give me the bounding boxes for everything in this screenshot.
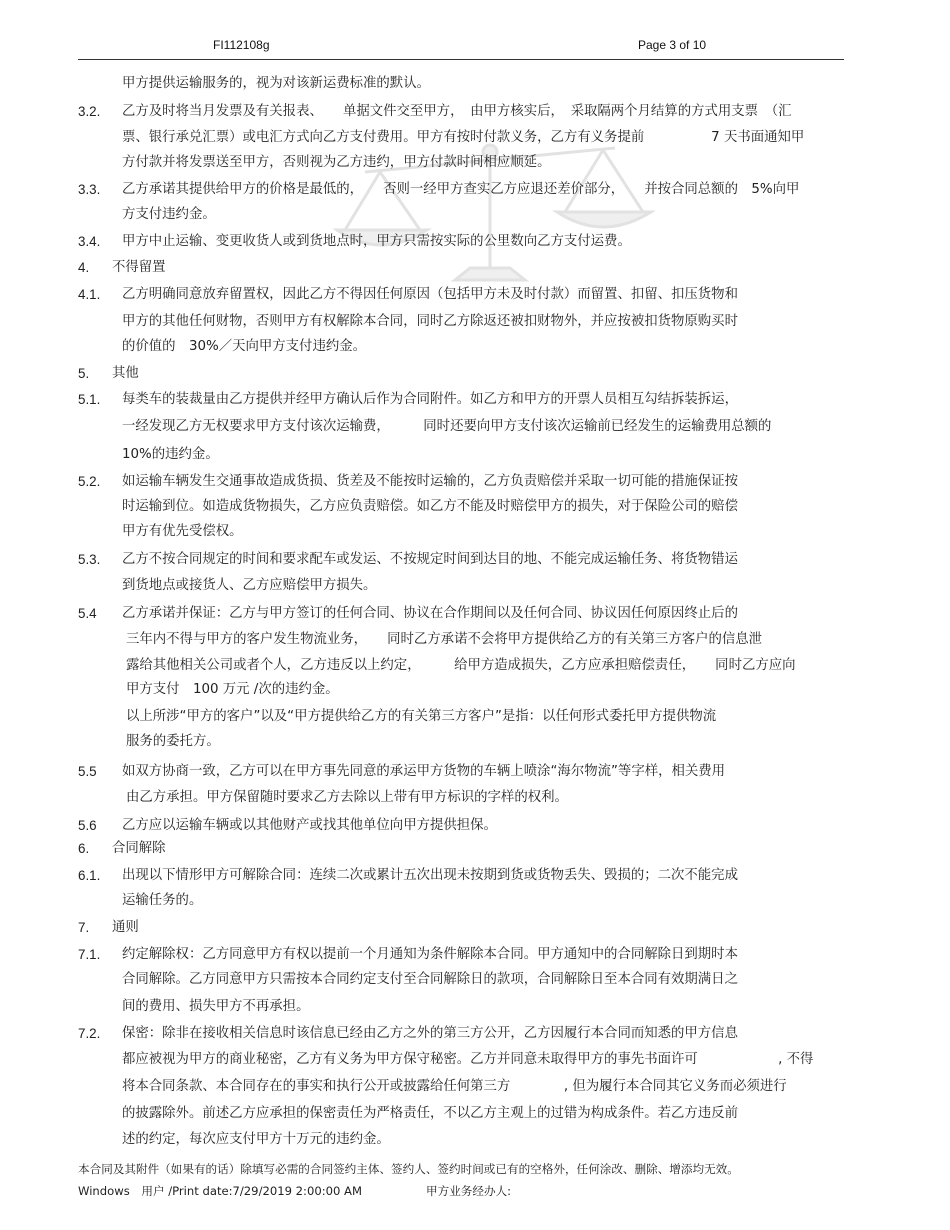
clause-text: 甲方的其他任何财物，否则甲方有权解除本合同，同时乙方除返还被扣财物外，并应按被扣货物原购买时 bbox=[122, 314, 738, 329]
clause-number: 7.1. bbox=[78, 947, 101, 962]
clause-text: 以上所涉“甲方的客户”以及“甲方提供给乙方的有关第三方客户”是指：以任何形式委托甲方提供物流 bbox=[126, 709, 717, 724]
clause-text: 不得留置 bbox=[112, 260, 166, 275]
clause-text: 合同解除 bbox=[112, 841, 166, 856]
clause-number: 5.4 bbox=[78, 606, 97, 621]
clause-text: 乙方应以运输车辆或以其他财产或找其他单位向甲方提供担保。 bbox=[122, 818, 497, 833]
clause-number: 5.2. bbox=[78, 474, 101, 489]
clause-text: 10%的违约金。 bbox=[122, 447, 219, 462]
clause-text: 将本合同条款、本合同存在的事实和执行公开或披露给任何第三方 , 但为履行本合同其它义务而必须进行 bbox=[122, 1079, 787, 1094]
clause-text: 乙方明确同意放弃留置权，因此乙方不得因任何原因（包括甲方未及时付款）而留置、扣留、扣压货物和 bbox=[122, 287, 738, 302]
clause-text: 票、银行承兑汇票）或电汇方式向乙方支付费用。甲方有按时付款义务，乙方有义务提前 7 天书面通知甲 bbox=[122, 130, 805, 145]
clause-text: 甲方有优先受偿权。 bbox=[122, 524, 243, 539]
page-number: Page 3 of 10 bbox=[638, 38, 707, 52]
clause-text: 方支付违约金。 bbox=[122, 207, 216, 222]
clause-text: 述的约定，每次应支付甲方十万元的违约金。 bbox=[122, 1132, 390, 1147]
clause-number: 3.4. bbox=[78, 234, 101, 249]
clause-text: 由乙方承担。甲方保留随时要求乙方去除以上带有甲方标识的字样的权利。 bbox=[126, 790, 568, 805]
clause-text: 时运输到位。如造成货物损失，乙方应负责赔偿。如乙方不能及时赔偿甲方的损失，对于保险公司的赔偿 bbox=[122, 499, 738, 514]
clause-text: 其他 bbox=[112, 366, 139, 381]
clause-number: 5.1. bbox=[78, 392, 101, 407]
clause-number: 6.1. bbox=[78, 868, 101, 883]
clause-text: 约定解除权：乙方同意甲方有权以提前一个月通知为条件解除本合同。甲方通知中的合同解除日到期时本 bbox=[122, 947, 738, 962]
clause-text: 运输任务的。 bbox=[122, 893, 203, 908]
clause-text: 服务的委托方。 bbox=[126, 734, 220, 749]
clause-number: 5. bbox=[78, 366, 90, 381]
clause-number: 7.2. bbox=[78, 1026, 101, 1041]
clause-text: 乙方及时将当月发票及有关报表、 单据文件交至甲方， 由甲方核实后， 采取隔两个月结算的方式用支票 （汇 bbox=[122, 104, 792, 119]
clause-text: 出现以下情形甲方可解除合同：连续二次或累计五次出现未按期到货或货物丢失、毁损的；二次不能完成 bbox=[122, 868, 738, 883]
clause-text: 间的费用、损失甲方不再承担。 bbox=[122, 999, 310, 1014]
clause-text: 到货地点或接货人、乙方应赔偿甲方损失。 bbox=[122, 578, 377, 593]
document-id: FI112108g bbox=[213, 38, 270, 52]
clause-number: 3.2. bbox=[78, 104, 101, 119]
clause-text: 通则 bbox=[112, 920, 139, 935]
clause-number: 6. bbox=[78, 841, 90, 856]
clause-text: 如运输车辆发生交通事故造成货损、货差及不能按时运输的，乙方负责赔偿并采取一切可能的措施保证按 bbox=[122, 474, 738, 489]
clause-text: 方付款并将发票送至甲方，否则视为乙方违约，甲方付款时间相应顺延。 bbox=[122, 155, 551, 170]
clause-text: 每类车的装裁量由乙方提供并经甲方确认后作为合同附件。如乙方和甲方的开票人员相互勾结拆装拆运， bbox=[122, 392, 738, 407]
clause-number: 3.3. bbox=[78, 182, 101, 197]
clause-text: 如双方协商一致，乙方可以在甲方事先同意的承运甲方货物的车辆上喷涂“海尔物流”等字样，相关费用 bbox=[122, 764, 726, 779]
clause-number: 7. bbox=[78, 920, 90, 935]
agent-label: 甲方业务经办人: bbox=[426, 1184, 512, 1198]
clause-text: 三年内不得与甲方的客户发生物流业务， 同时乙方承诺不会将甲方提供给乙方的有关第三方客户的信息泄 bbox=[126, 632, 763, 647]
clause-number: 5.3. bbox=[78, 552, 101, 567]
clause-text: 乙方承诺并保证：乙方与甲方签订的任何合同、协议在合作期间以及任何合同、协议因任何原因终止后的 bbox=[122, 606, 738, 621]
clause-text: 甲方中止运输、变更收货人或到货地点时，甲方只需按实际的公里数向乙方支付运费。 bbox=[122, 234, 631, 249]
clause-number: 5.5 bbox=[78, 764, 97, 779]
clause-text: 乙方不按合同规定的时间和要求配车或发运、不按规定时间到达目的地、不能完成运输任务、将货物错运 bbox=[122, 552, 738, 567]
clause-text: 都应被视为甲方的商业秘密，乙方有义务为甲方保守秘密。乙方并同意未取得甲方的事先书面许可 , 不得 bbox=[122, 1052, 814, 1067]
clause-text: 的价值的 30%／天向甲方支付违约金。 bbox=[122, 339, 367, 354]
print-info: Windows 用户 /Print date:7/29/2019 2:00:00 AM bbox=[78, 1184, 362, 1198]
clause-text: 乙方承诺其提供给甲方的价格是最低的， 否则一经甲方查实乙方应退还差价部分， 并按合同总额的 5%向甲 bbox=[122, 182, 800, 197]
clause-text: 露给其他相关公司或者个人，乙方违反以上约定， 给甲方造成损失，乙方应承担赔偿责任， 同时乙方应向 bbox=[126, 658, 796, 673]
clause-text: 保密：除非在接收相关信息时该信息已经由乙方之外的第三方公开，乙方因履行本合同而知悉的甲方信息 bbox=[122, 1026, 738, 1041]
clause-text: 合同解除。乙方同意甲方只需按本合同约定支付至合同解除日的款项，合同解除日至本合同有效期满日之 bbox=[122, 972, 738, 987]
header-divider bbox=[78, 59, 844, 60]
clause-number: 4.1. bbox=[78, 287, 101, 302]
clause-text: 一经发现乙方无权要求甲方支付该次运输费， 同时还要向甲方支付该次运输前已经发生的运输费用总额的 bbox=[122, 419, 772, 434]
clause-number: 4. bbox=[78, 260, 90, 275]
clause-number: 5.6 bbox=[78, 818, 97, 833]
clause-text: 的披露除外。前述乙方应承担的保密责任为严格责任，不以乙方主观上的过错为构成条件。若乙方违反前 bbox=[122, 1106, 738, 1121]
clause-text: 甲方支付 100 万元 /次的违约金。 bbox=[126, 682, 339, 697]
clause-text: 甲方提供运输服务的，视为对该新运费标准的默认。 bbox=[122, 76, 430, 91]
footer-note: 本合同及其附件（如果有的话）除填写必需的合同签约主体、签约人、签约时间或已有的空格外，任何涂改、删除、增添均无效。 bbox=[78, 1162, 739, 1176]
